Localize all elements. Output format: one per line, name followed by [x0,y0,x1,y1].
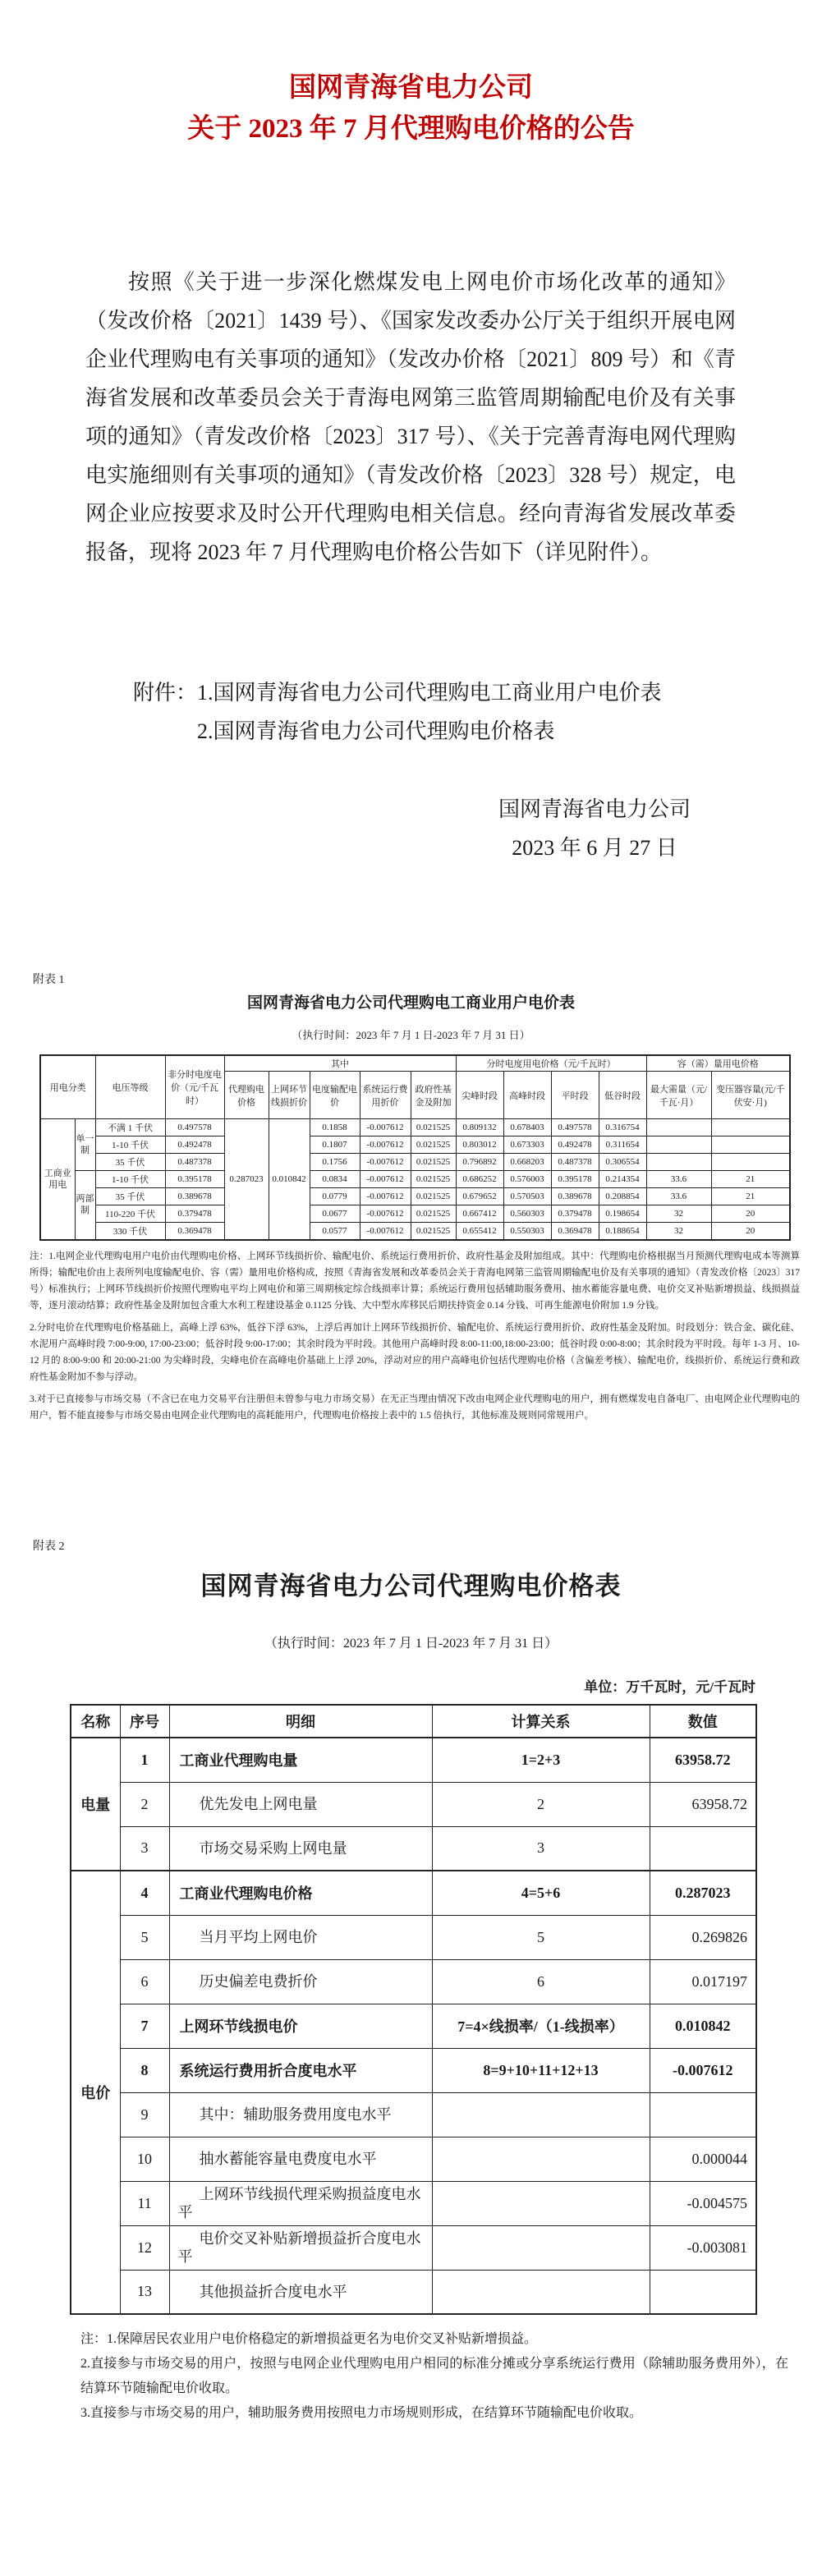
table-cell: 0.1756 [310,1154,360,1171]
t2-header-value: 数值 [650,1705,756,1738]
signature-date: 2023 年 6 月 27 日 [512,836,677,860]
t1-header-lineloss: 上网环节线损折价 [269,1072,310,1119]
table1-subtitle: （执行时间：2023 年 7 月 1 日-2023 年 7 月 31 日） [292,1029,530,1041]
table-cell: 0.198654 [599,1205,646,1223]
table-cell: 其他损益折合度电水平 [169,2270,432,2314]
table-cell [646,1119,711,1136]
table1-note-3: 3.对于已直接参与市场交易（不含已在电力交易平台注册但未曾参与电力市场交易）在无正当理由情况下改由电网企业代理购电的用户，拥有燃煤发电自备电厂、由电网企业代理购电的用户，暂不能直接参与市场交易由电网企业代理购电的高耗能用户，代理购电价格按上表中的 1.5 倍执行，其他标准及规则同常规用户。 [30,1394,800,1421]
table-cell [711,1119,790,1136]
signature-block [457,790,732,867]
document-title-line2: 关于 2023 年 7 月代理购电价格的公告 [187,114,635,144]
table-cell: 0.655412 [456,1223,503,1240]
table-cell: 0.379478 [165,1205,224,1223]
table2-label: 附表 2 [33,1541,65,1553]
table-cell: 0.395178 [551,1171,599,1188]
table-cell: 0.550303 [503,1223,551,1240]
table-cell: 8 [120,2048,169,2092]
table-cell: 0.487378 [551,1154,599,1171]
t1-header-among: 其中 [224,1055,456,1072]
table-cell: 9 [120,2092,169,2137]
table2-unit-note: 单位：万千瓦时，元/千瓦时 [584,1679,755,1695]
table-cell: 0.269826 [650,1915,756,1959]
table-cell: 上网环节线损电价 [169,2004,432,2048]
table-cell: 0.369478 [551,1223,599,1240]
table-cell: 0.0834 [310,1171,360,1188]
table-cell: 0.673303 [503,1136,551,1154]
table-cell [432,2092,650,2137]
table-cell: -0.003081 [650,2225,756,2270]
table1-note-2: 2.分时电价在代理购电价格基础上，高峰上浮 63%，低谷下浮 63%，上浮后再加计上网环节线损折价、输配电价、系统运行费用折价、政府性基金及附加。时段划分：铁合金、碳化硅、水泥用户高峰时段 7:00-9:00, 17:00-23:00；低谷时段 9:00-17:00；其余时段为平时段。其他用户高峰时段 8:00-11:00,18:00-23:00；低谷时段 0:00-8:00；其余时段为平时段。每年 1-3 月、10-12 月的 8:00-9:00 和 20:00-21:00 为尖峰时段，尖峰电价在高峰电价基础上上浮 20%，浮动对应的用户高峰电价包括代理购电价格（含偏差考核）、输配电价，线损折价、系统运行费和政府性基金附加不参与浮动。 [30,1323,800,1382]
table-cell: 0.306554 [599,1154,646,1171]
table-cell: 0.492478 [165,1136,224,1154]
table-cell: 0.379478 [551,1205,599,1223]
table-cell: 0.679652 [456,1188,503,1205]
table-cell: 0.214354 [599,1171,646,1188]
table-cell: 4=5+6 [432,1871,650,1915]
table1-note-1: 注：1.电网企业代理购电用户电价由代理购电价格、上网环节线损折价、输配电价、系统运行费用折价、政府性基金及附加组成。其中：代理购电价格根据当月预测代理购电成本等测算所得；输配电价由上表所列电度输配电价、容（需）量用电价格构成，按照《青海省发展和改革委员会关于青海电网第三监管周期输配电价及有关事项的通知》（青发改价格〔2023〕317 号）标准执行；上网环节线损折价按照代理购电平均上网电价和第三周期核定综合线损率计算；系统运行费用包括辅助服务费用、抽水蓄能容量电费、电价交叉补贴新增损益、线损损益等，逐月滚动结算；政府性基金及附加包含重大水利工程建设基金 0.1125 分钱、大中型水库移民后期扶持资金 0.14 分钱、可再生能源电价附加 1.9 分钱。 [30,1251,800,1311]
table-cell: 0.021525 [411,1154,456,1171]
table2-note-1: 注：1.保障居民农业用户电价格稳定的新增损益更名为电价交叉补贴新增损益。 [80,2332,538,2346]
table-cell: 当月平均上网电价 [169,1915,432,1959]
table-cell: 3 [432,1826,650,1871]
table-cell: 0.021525 [411,1171,456,1188]
table-cell: 32 [646,1205,711,1223]
table-cell: 32 [646,1223,711,1240]
t1-header-peak: 高峰时段 [503,1072,551,1119]
table2-title: 国网青海省电力公司代理购电价格表 [200,1572,622,1600]
attachment-list [133,673,741,751]
table-cell: 110-220 千伏 [95,1205,165,1223]
table-cell: 0.487378 [165,1154,224,1171]
table-cell: 0.497578 [551,1119,599,1136]
table-cell [650,2092,756,2137]
table2-notes [80,2327,788,2426]
t1-system-single: 单一制 [75,1119,95,1171]
table-cell: -0.007612 [360,1205,411,1223]
t1-header-valley: 低谷时段 [599,1072,646,1119]
table-cell: -0.007612 [360,1136,411,1154]
t2-group-quantity: 电量 [71,1738,120,1871]
table-cell: 0.369478 [165,1223,224,1240]
table-cell: 63958.72 [650,1738,756,1782]
table-cell: 0.1807 [310,1136,360,1154]
table-cell: 工商业代理购电量 [169,1738,432,1782]
table-cell: 0.570503 [503,1188,551,1205]
t2-group-price: 电价 [71,1871,120,2314]
table-cell: 0.0677 [310,1205,360,1223]
table1-title: 国网青海省电力公司代理购电工商业用户电价表 [246,994,575,1012]
t1-header-voltage: 电压等级 [95,1055,165,1119]
table-cell: 0.389678 [165,1188,224,1205]
table-cell: 6 [432,1959,650,2004]
t2-header-detail: 明细 [169,1705,432,1738]
table-cell: 0.678403 [503,1119,551,1136]
t1-header-flat: 平时段 [551,1072,599,1119]
table-cell: 7 [120,2004,169,2048]
table-cell [432,2137,650,2181]
table-cell: 0.021525 [411,1188,456,1205]
document-title [0,67,822,149]
table-cell: 7=4×线损率/（1-线损率） [432,2004,650,2048]
table-cell: 上网环节线损代理采购损益度电水平 [169,2181,432,2225]
table-cell: 其中：辅助服务费用度电水平 [169,2092,432,2137]
table-cell [432,2225,650,2270]
table-cell: 0.021525 [411,1119,456,1136]
table-cell: 1 [120,1738,169,1782]
table-cell: 0.667412 [456,1205,503,1223]
table-cell: 0.287023 [650,1871,756,1915]
table-cell: -0.007612 [650,2048,756,2092]
table-cell: 2 [120,1782,169,1826]
table-cell: 历史偏差电费折价 [169,1959,432,2004]
t1-header-demand: 最大需量（元/千瓦·月） [646,1072,711,1119]
table-cell: 0.021525 [411,1205,456,1223]
table-cell: 0.576003 [503,1171,551,1188]
t1-lineloss-price: 0.010842 [269,1119,310,1240]
table2-note-3: 3.直接参与市场交易的用户，辅助服务费用按照电力市场规则形成，在结算环节随输配电价收取。 [80,2406,643,2420]
table-cell: 33.6 [646,1188,711,1205]
t1-system-two: 两部制 [75,1171,95,1240]
table-cell: 13 [120,2270,169,2314]
table-cell: -0.007612 [360,1223,411,1240]
table-cell: 0.000044 [650,2137,756,2181]
t2-header-no: 序号 [120,1705,169,1738]
table-cell [432,2270,650,2314]
table-cell: -0.007612 [360,1119,411,1136]
table-cell: 0.796892 [456,1154,503,1171]
table-cell: 电价交叉补贴新增损益折合度电水平 [169,2225,432,2270]
table-cell: 0.497578 [165,1119,224,1136]
table1-label: 附表 1 [33,974,65,986]
agency-purchase-price-table [70,1704,757,2315]
table1-notes [30,1248,800,1430]
t1-agency-price: 0.287023 [224,1119,269,1240]
table-cell [646,1154,711,1171]
table-cell: 0.021525 [411,1223,456,1240]
table-cell: 0.0577 [310,1223,360,1240]
table-cell: 1-10 千伏 [95,1171,165,1188]
table-cell: 市场交易采购上网电量 [169,1826,432,1871]
t1-header-agency: 代理购电价格 [224,1072,269,1119]
table-cell: 330 千伏 [95,1223,165,1240]
table-cell: 1=2+3 [432,1738,650,1782]
table-cell: 33.6 [646,1171,711,1188]
t1-header-dist: 电度输配电价 [310,1072,360,1119]
table-cell: 0.021525 [411,1136,456,1154]
table-cell: 35 千伏 [95,1154,165,1171]
table-cell: -0.007612 [360,1171,411,1188]
t2-header-calc: 计算关系 [432,1705,650,1738]
table-cell: 5 [120,1915,169,1959]
t1-header-use-class: 用电分类 [40,1055,95,1119]
table-cell: 0.803012 [456,1136,503,1154]
table-cell [432,2181,650,2225]
table-cell: 0.316754 [599,1119,646,1136]
table-cell: 0.492478 [551,1136,599,1154]
table2-note-2: 2.直接参与市场交易的用户，按照与电网企业代理购电用户相同的标准分摊或分享系统运行费用（除辅助服务费用外），在结算环节随输配电价收取。 [80,2357,788,2395]
t1-header-sys: 系统运行费用折价 [360,1072,411,1119]
document-title-line1: 国网青海省电力公司 [289,73,533,103]
table-cell: 35 千伏 [95,1188,165,1205]
table-cell: 8=9+10+11+12+13 [432,2048,650,2092]
table-cell: 0.311654 [599,1136,646,1154]
signature-company: 国网青海省电力公司 [498,797,691,821]
table-cell: 0.809132 [456,1119,503,1136]
attachment-item-2: 2.国网青海省电力公司代理购电价格表 [197,719,555,743]
table-cell: 0.010842 [650,2004,756,2048]
table-cell: 0.188654 [599,1223,646,1240]
table-cell: 0.686252 [456,1171,503,1188]
table-cell: 2 [432,1782,650,1826]
table-cell: 0.668203 [503,1154,551,1171]
table-cell: 系统运行费用折合度电水平 [169,2048,432,2092]
table-cell: 4 [120,1871,169,1915]
table-cell [711,1136,790,1154]
t1-industry-group: 工商业用电 [40,1119,75,1240]
table-cell: 63958.72 [650,1782,756,1826]
table-cell: 6 [120,1959,169,2004]
table-cell: 1-10 千伏 [95,1136,165,1154]
t1-header-ts-group: 分时电度用电价格（元/千瓦时） [456,1055,646,1072]
document-body-paragraph: 按照《关于进一步深化燃煤发电上网电价市场化改革的通知》（发改价格〔2021〕1439 号）、《国家发改委办公厅关于组织开展电网企业代理购电有关事项的通知》（发改办价格〔2021〕809 号）和《青海省发展和改革委员会关于青海电网第三监管周期输配电价及有关事项的通知》（青发改价格〔2023〕317 号）、《关于完善青海电网代理购电实施细则有关事项的通知》（青发改价格〔2023〕328 号）规定，电网企业应按要求及时公开代理购电相关信息。经向青海省发展改革委报备，现将 2023 年 7 月代理购电价格公告如下（详见附件）。 [85,270,736,564]
table-cell: 11 [120,2181,169,2225]
t1-header-gov: 政府性基金及附加 [411,1072,456,1119]
table-cell: 抽水蓄能容量电费度电水平 [169,2137,432,2181]
table-cell: -0.007612 [360,1154,411,1171]
table-cell [711,1154,790,1171]
table-cell [650,1826,756,1871]
table-cell [646,1136,711,1154]
attachment-item-1: 附件：1.国网青海省电力公司代理购电工商业用户电价表 [133,681,662,705]
table-cell: 0.560303 [503,1205,551,1223]
table-cell: 20 [711,1205,790,1223]
table-cell: -0.004575 [650,2181,756,2225]
table-cell: 21 [711,1188,790,1205]
t1-header-cap-group: 容（需）量用电价格 [646,1055,790,1072]
industrial-commercial-price-table [39,1054,791,1241]
table-cell: 不满 1 千伏 [95,1119,165,1136]
table-cell: 3 [120,1826,169,1871]
table-cell: 0.1858 [310,1119,360,1136]
table-cell: 10 [120,2137,169,2181]
table-cell: 0.389678 [551,1188,599,1205]
table-cell: -0.007612 [360,1188,411,1205]
table-cell: 20 [711,1223,790,1240]
t2-header-name: 名称 [71,1705,120,1738]
table-cell: 优先发电上网电量 [169,1782,432,1826]
table-cell: 0.395178 [165,1171,224,1188]
table-cell: 0.017197 [650,1959,756,2004]
table-cell: 21 [711,1171,790,1188]
table-cell [650,2270,756,2314]
t1-header-capacity: 变压器容量(元/千伏安·月) [711,1072,790,1119]
table2-subtitle: （执行时间：2023 年 7 月 1 日-2023 年 7 月 31 日） [264,1637,558,1651]
table-cell: 0.208854 [599,1188,646,1205]
table-cell: 0.0779 [310,1188,360,1205]
t1-header-sharp: 尖峰时段 [456,1072,503,1119]
t1-header-non-ts: 非分时电度电价（元/千瓦时） [165,1055,224,1119]
table-cell: 12 [120,2225,169,2270]
table-cell: 工商业代理购电价格 [169,1871,432,1915]
table-cell: 5 [432,1915,650,1959]
